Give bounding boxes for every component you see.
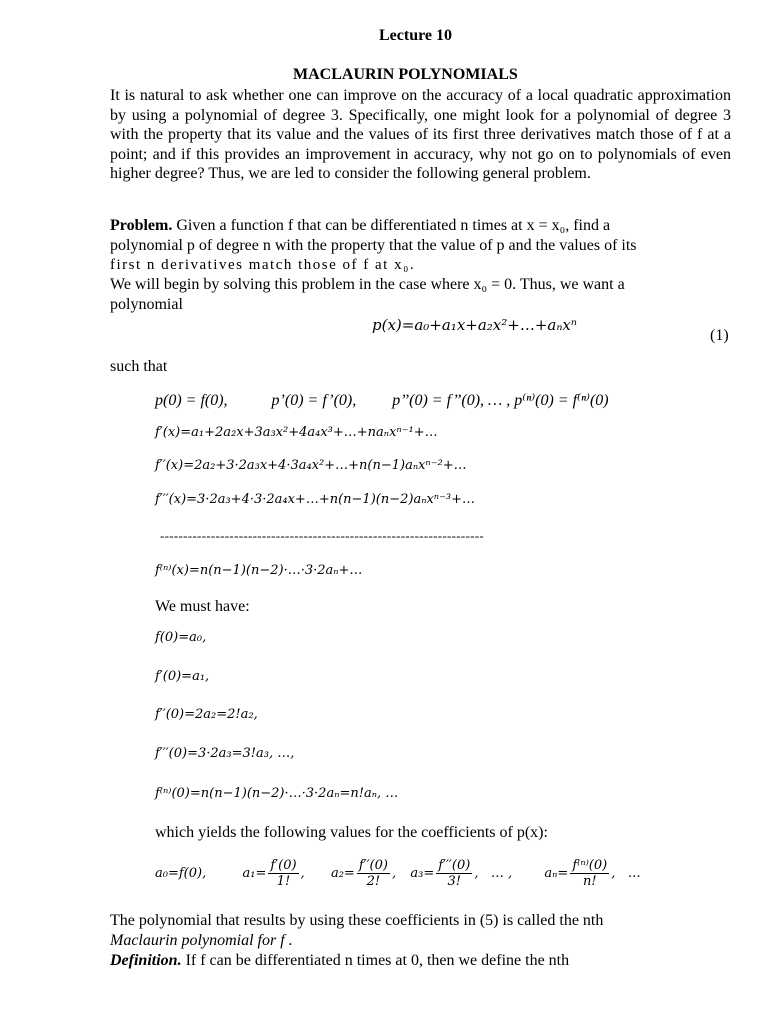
coef-tail: , … bbox=[611, 866, 641, 881]
coef-dots: , … , bbox=[474, 866, 513, 881]
definition-label: Definition. bbox=[110, 952, 182, 969]
coef-a1-numerator: f′(0) bbox=[270, 858, 297, 873]
value-f0: f(0)=a₀, bbox=[155, 630, 207, 645]
problem-line-1 bbox=[110, 217, 610, 235]
value-f1: f′(0)=a₁, bbox=[155, 669, 210, 684]
coef-an-lhs: aₙ= bbox=[544, 866, 569, 881]
coef-a3-lhs: a₃= bbox=[410, 866, 435, 881]
intro-paragraph: It is natural to ask whether one can improve on the accuracy of a local quadratic approximation by using a polynomial of degree 3. Specifically, one might look for a polynomial of degree 3 with the property that its value and the values of its first three derivatives match those of f at a point; and if this provides an improvement in accuracy, why not go on to polynomials of even higher degree? Thus, we are led to consider the following general problem. bbox=[110, 87, 731, 183]
problem-label: Problem. bbox=[110, 217, 173, 234]
third-derivative: f′′′(x)=3·2a₃+4·3·2a₄x+…+n(n−1)(n−2)aₙxⁿ⁻³+… bbox=[155, 492, 476, 507]
must-have-label: We must have: bbox=[155, 598, 250, 615]
definition-line bbox=[110, 952, 569, 970]
value-fn: f⁽ⁿ⁾(0)=n(n−1)(n−2)·…·3·2aₙ=n!aₙ, … bbox=[155, 786, 399, 801]
coefficients-intro-text: which yields the following values for the coefficients of p(x): bbox=[155, 824, 548, 841]
coef-a1-fraction bbox=[268, 858, 298, 889]
coefficients-intro bbox=[155, 824, 548, 842]
polynomial-equation: p(x)=a₀+a₁x+a₂x²+…+aₙxⁿ bbox=[372, 316, 577, 334]
dashed-separator: ---------------------------------------------------------------------- bbox=[160, 528, 485, 543]
begin-line-2: polynomial bbox=[110, 296, 183, 313]
coef-a3-fraction bbox=[436, 858, 472, 889]
coef-a2-numerator: f′′(0) bbox=[358, 858, 388, 873]
closing-line-2: Maclaurin polynomial for f . bbox=[110, 932, 293, 949]
equation-number: (1) bbox=[710, 327, 729, 344]
problem-line-2: polynomial p of degree n with the property that the value of p and the values of its bbox=[110, 237, 637, 254]
lecture-heading: Lecture 10 bbox=[379, 27, 453, 44]
coefficient-formulas: a₀=f(0), a₁= $\frac{f'(0)}{1!}$ , a₂= $\frac{f''(0)}{2!}$ , a₃= $\frac{f'''(0)}{3!}$ , … , aₙ= $\frac{\text{f⁽ⁿ⁾(0)}}{n!}$ , … bbox=[155, 858, 641, 889]
such-that-label: such that bbox=[110, 358, 168, 375]
closing-line-1: The polynomial that results by using these coefficients in (5) is called the nth bbox=[110, 912, 604, 929]
problem-text-1: Given a function f that can be differentiated n times at x = x₀, find a bbox=[176, 217, 611, 234]
coef-a3-numerator: f′′′(0) bbox=[438, 858, 471, 873]
coef-an-denominator: n! bbox=[582, 874, 597, 889]
first-derivative: f′(x)=a₁+2a₂x+3a₃x²+4a₄x³+…+naₙxⁿ⁻¹+… bbox=[155, 425, 438, 440]
page-title: MACLAURIN POLYNOMIALS bbox=[293, 66, 518, 83]
matching-conditions: p(0) = f(0), p’(0) = f’(0), p’’(0) = f’’(0), … , p⁽ⁿ⁾(0) = f⁽ⁿ⁾(0) bbox=[155, 392, 609, 409]
coef-a2-lhs: a₂= bbox=[330, 866, 355, 881]
coef-a2-fraction bbox=[357, 858, 390, 889]
nth-derivative: f⁽ⁿ⁾(x)=n(n−1)(n−2)·…·3·2aₙ+… bbox=[155, 563, 363, 578]
second-derivative: f′′(x)=2a₂+3·2a₃x+4·3a₄x²+…+n(n−1)aₙxⁿ⁻²+… bbox=[155, 458, 467, 473]
coef-a2-denominator: 2! bbox=[366, 874, 381, 889]
value-f3: f′′′(0)=3·2a₃=3!a₃, …, bbox=[155, 746, 295, 761]
begin-line-1: We will begin by solving this problem in the case where x₀ = 0. Thus, we want a bbox=[110, 276, 625, 293]
coef-a1-lhs: a₁= bbox=[242, 866, 267, 881]
value-f2: f′′(0)=2a₂=2!a₂, bbox=[155, 707, 258, 722]
coef-a3-denominator: 3! bbox=[447, 874, 462, 889]
definition-text: If f can be differentiated n times at 0, then we define the nth bbox=[181, 952, 570, 969]
problem-line-3: first n derivatives match those of f at x₀. bbox=[110, 257, 416, 273]
coef-a1-denominator: 1! bbox=[276, 874, 291, 889]
coef-an-numerator: f⁽ⁿ⁾(0) bbox=[572, 858, 608, 873]
coef-a0: a₀=f(0), bbox=[155, 866, 207, 881]
coef-an-fraction bbox=[570, 858, 609, 889]
